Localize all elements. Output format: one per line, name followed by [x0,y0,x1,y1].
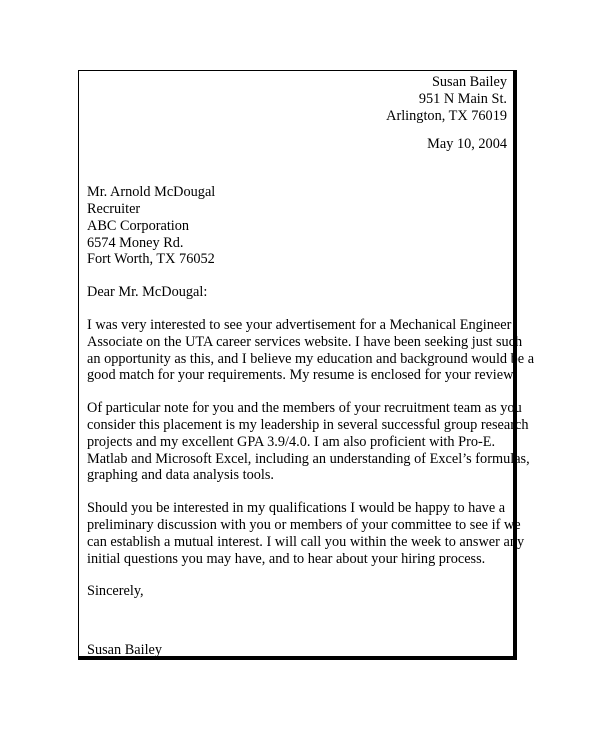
body-line: consider this placement is my leadership in several successful group research [87,416,529,433]
body-line: graphing and data analysis tools. [87,467,275,484]
body-paragraph-1 [87,316,535,384]
body-line: Should you be interested in my qualifications I would be happy to have a [87,500,506,517]
closing: Sincerely, [87,583,144,600]
body-line: I was very interested to see your advertisement for a Mechanical Engineer [87,316,512,333]
letter-text [87,74,535,659]
body-paragraph-3 [87,500,525,567]
body-line: Matlab and Microsoft Excel, including an understanding of Excel’s formulas, [87,450,530,467]
body-line: an opportunity as this, and I believe my education and background would be a [87,350,535,367]
body-line: preliminary discussion with you or members of your committee to see if we [87,516,521,533]
recipient-street: 6574 Money Rd. [87,234,184,251]
body-line: Of particular note for you and the members of your recruitment team as you [87,400,522,417]
body-paragraph-2 [87,400,530,484]
signature-name: Susan Bailey [87,642,163,659]
body-line: initial questions you may have, and to hear about your hiring process. [87,550,486,567]
body-line: projects and my excellent GPA 3.9/4.0. I am also proficient with Pro-E. [87,433,496,450]
salutation: Dear Mr. McDougal: [87,284,208,301]
sender-address-block [87,74,507,124]
recipient-company: ABC Corporation [87,217,190,234]
recipient-title: Recruiter [87,200,141,217]
sender-name: Susan Bailey [431,74,507,90]
body-line: Associate on the UTA career services website. I have been seeking just such [87,333,523,350]
sender-city-state-zip: Arlington, TX 76019 [386,107,507,124]
recipient-city-state-zip: Fort Worth, TX 76052 [87,251,215,268]
body-line: good match for your requirements. My resume is enclosed for your review. [87,367,517,384]
sender-street: 951 N Main St. [418,90,507,107]
recipient-name: Mr. Arnold McDougal [87,184,216,201]
letter-date: May 10, 2004 [427,136,507,153]
letter-page [78,70,535,660]
body-line: can establish a mutual interest. I will call you within the week to answer any [87,533,525,550]
recipient-address-block [87,184,507,268]
